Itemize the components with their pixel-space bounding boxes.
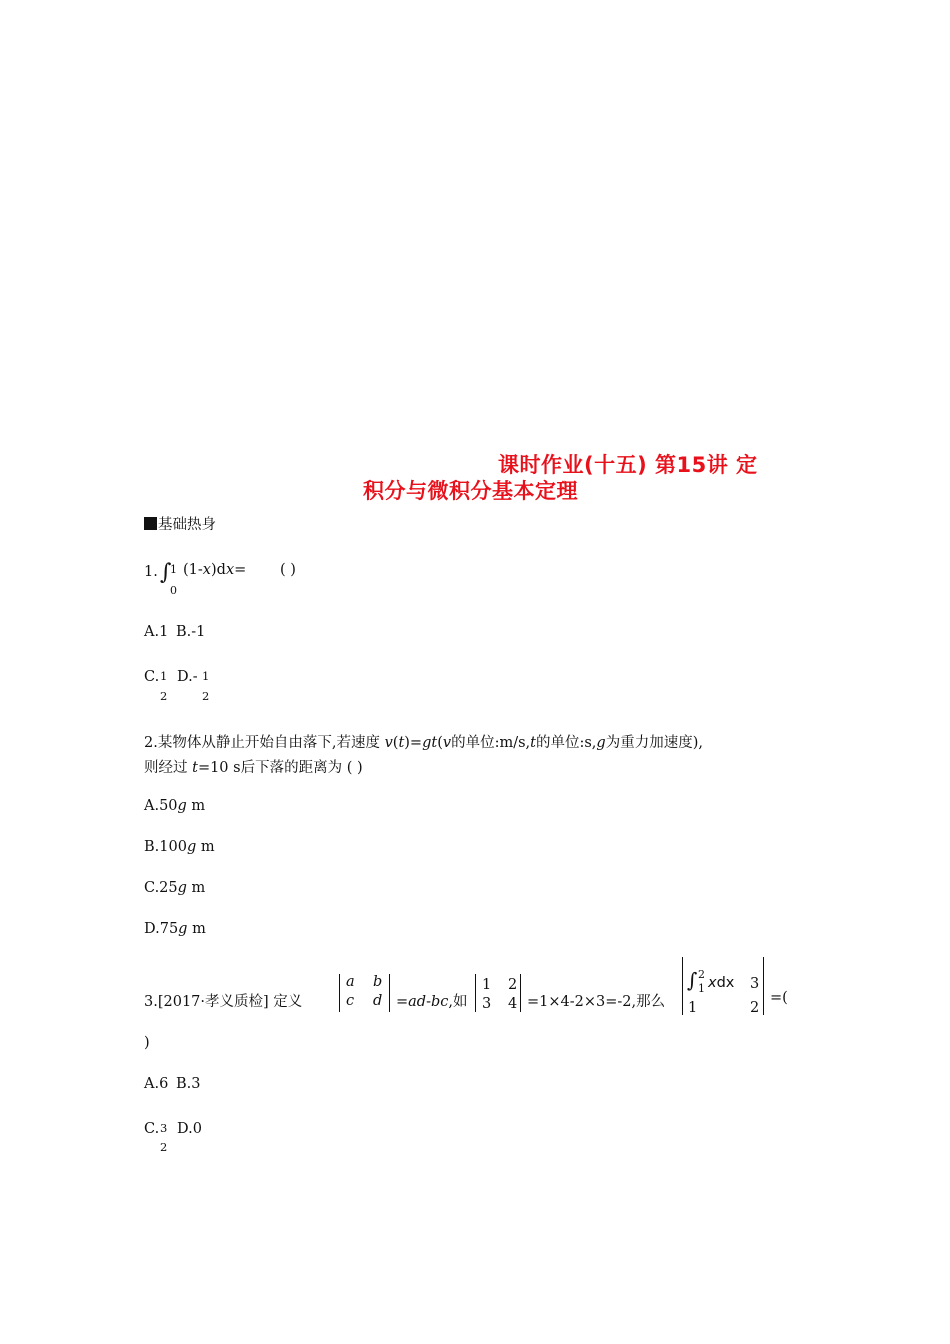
integral-sign-icon: ∫ bbox=[687, 968, 698, 992]
determinant-bar bbox=[389, 974, 390, 1012]
q1-integrand: (1-x)dx= bbox=[183, 562, 247, 578]
determinant-bar bbox=[682, 957, 683, 1015]
square-bullet-icon bbox=[144, 517, 157, 530]
integral-sign-icon: ∫ bbox=[160, 560, 172, 585]
q2-option-b: B.100g m bbox=[144, 839, 215, 855]
determinant-bar bbox=[763, 957, 764, 1015]
section-heading: 基础热身 bbox=[144, 513, 216, 534]
determinant-bar bbox=[475, 974, 476, 1012]
q3-definition: =ad-bc,如 bbox=[396, 994, 468, 1010]
determinant-bar bbox=[339, 974, 340, 1012]
page-title-line1: 课时作业(十五) 第15讲 定 bbox=[498, 453, 758, 477]
q2-line-1: 2.某物体从静止开始自由落下,若速度 v(t)=gt(v的单位:m/s,t的单位:s,g为重力加速度), bbox=[144, 735, 703, 751]
q2-option-c: C.25g m bbox=[144, 880, 206, 896]
page-title-line2: 积分与微积分基本定理 bbox=[363, 479, 578, 503]
determinant-bar bbox=[520, 974, 521, 1012]
q2-option-d: D.75g m bbox=[144, 921, 206, 937]
q2-option-a: A.50g m bbox=[144, 798, 206, 814]
q2-line-2: 则经过 t=10 s后下落的距离为 ( ) bbox=[144, 760, 363, 776]
